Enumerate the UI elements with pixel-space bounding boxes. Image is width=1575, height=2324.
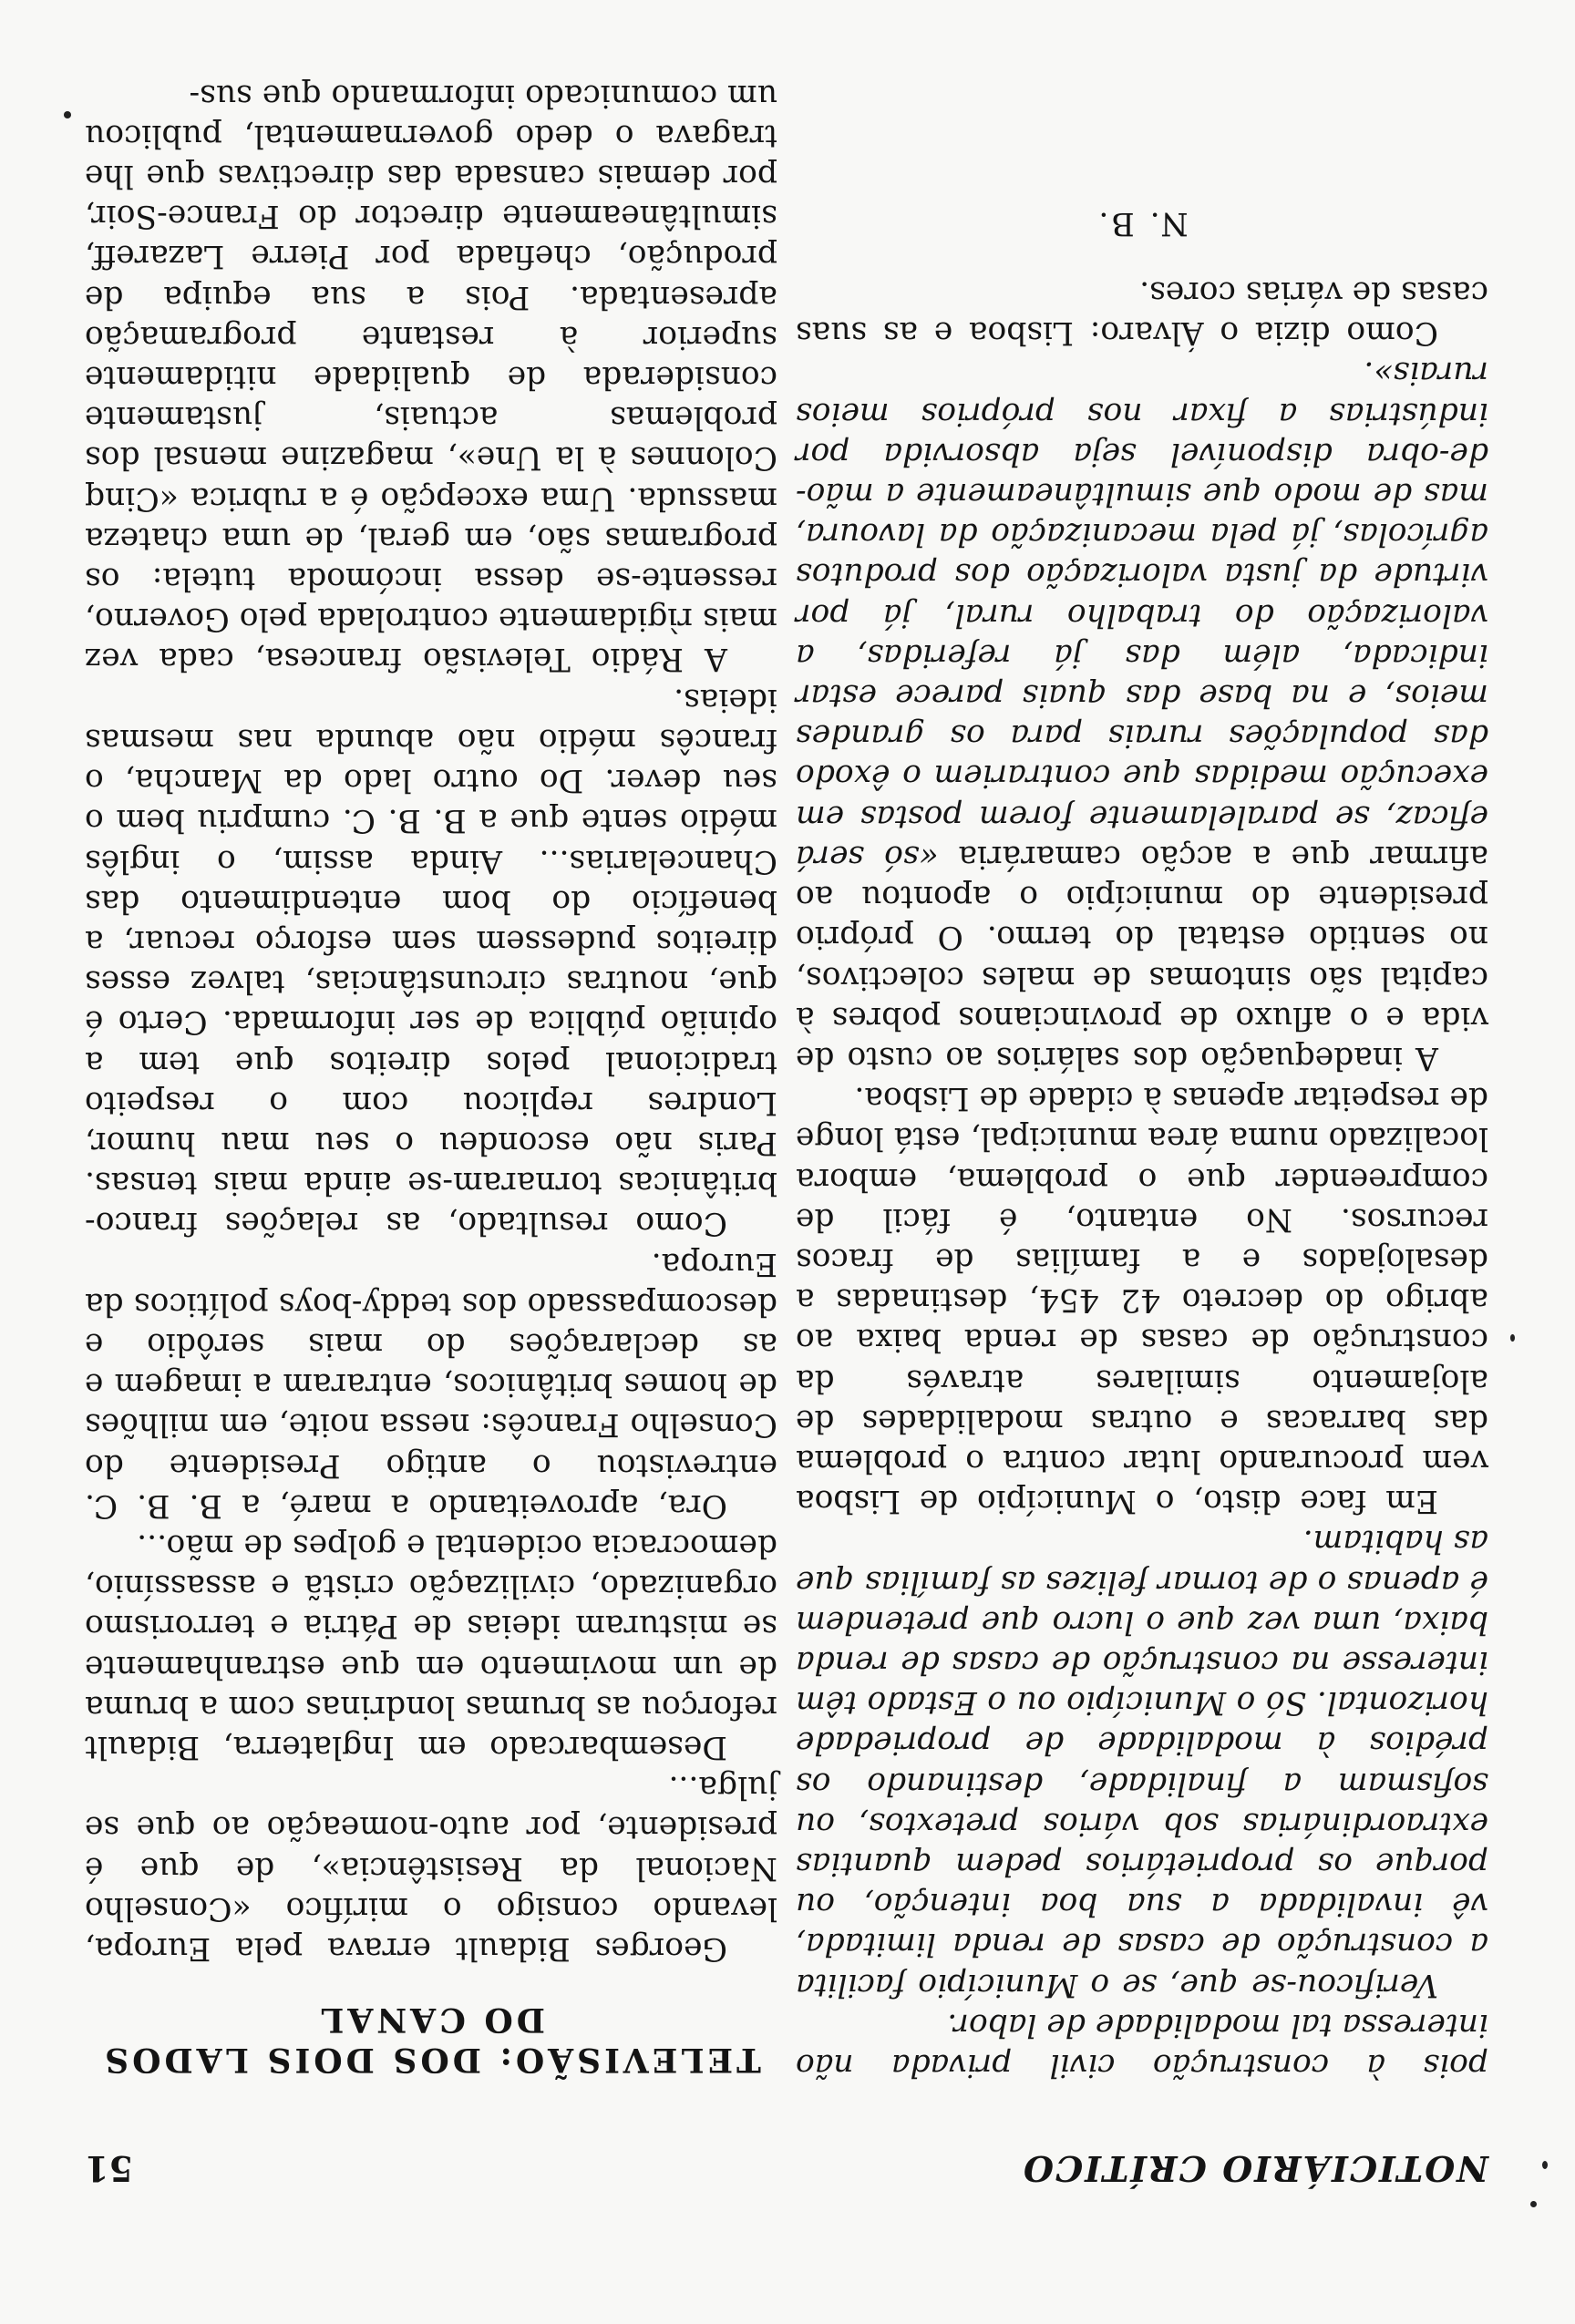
scan-speck bbox=[64, 111, 71, 118]
author-signature: N. B. bbox=[1096, 204, 1189, 242]
paragraph: Georges Bidault errava pela Europa, levando consigo o mirífico «Conselho Nacional da Resistência», de que é presidente, por auto-nomeação ao que se julga... bbox=[85, 1769, 777, 1967]
paragraph bbox=[796, 353, 1488, 1078]
running-head bbox=[85, 2134, 1488, 2189]
page-number: 51 bbox=[85, 2148, 133, 2189]
article-title: TELEVISÃO: DOS DOIS LADOS DO CANAL bbox=[101, 2000, 761, 2079]
scan-speck bbox=[1510, 1334, 1515, 1342]
quotation: «só será eficaz, se paralelamente forem postas em execução medidas que contrariem o êxodo das populações rurais para os grandes meios, e na base das quais parece estar indicada, além das já referidas, a valorização do trabalho rural, já por virtude da justa valorização dos produtos agrícolas, já pela mecanização da lavoura, mas de modo que simultâneamente a mão-de-obra disponível seja absorvida por indústrias a fixar nos próprios meios rurais». bbox=[795, 355, 1488, 875]
paragraph-text: A inadequação dos salários ao custo de vida e o afluxo de provincianos pobres à capital são sintomas de males colectivos, no sentido estatal do termo. O próprio presidente do município o apontou ao afirmar que a acção camarária bbox=[796, 838, 1488, 1076]
paragraph: pois à construção civil privada não interessa tal modalidade de labor. bbox=[796, 2006, 1488, 2083]
scan-speck bbox=[1542, 2161, 1548, 2169]
paragraph: Verificou-se que, se o Município facilita a construção de casas de renda limitada, vê invalidada a sua boa intenção, ou porque os proprietários pedem quantias extraordinárias sob vários pretextos, ou sofismam a finalidade, destinando os prédios à modalidade de propriedade horizontal. Só o Município ou o Estado têm interesse na construção de casas de renda baixa, uma vez que o lucro que pretendem é apenas o de tornar felizes as famílias que as habitam. bbox=[796, 1523, 1488, 2003]
paragraph: Em face disto, o Município de Lisboa vem procurando lutar contra o problema das barracas e outras modalidades de alojamento similares através da construção de casas de renda baixa ao abrigo do decreto 42 454, destinadas a desalojados e a famílias de fracos recursos. No entanto, é fácil de compreender que o problema, embora localizado numa área municipal, está longe de respeitar apenas à cidade de Lisboa. bbox=[796, 1080, 1488, 1520]
scan-speck bbox=[1530, 2201, 1537, 2207]
paragraph: A Rádio Televisão francesa, cada vez mais rìgidamente controlada pelo Governo, ressente-se dessa incómoda tutela: os programas são, em geral, de uma chateza massuda. Uma excepção é a rubrica «Cinq Colonnes à la Une», magazine mensal dos problemas actuais, justamente considerada de qualidade nitidamente superior à restante programação apresentada. Pois a sua equipa de produção, chefiada por Pierre Lazareff, simultâneamente director do France-Soir, por demais cansada das directivas que lhe tragava o dedo governamental, publicou um comunicado informando que sus- bbox=[85, 77, 777, 678]
paragraph: Ora, aproveitando a maré, a B. B. C. entrevistou o antigo Presidente do Conselho Francês: nessa noite, em milhões de homes britânicos, entraram a imagem e as declarações do mais serôdio e descompassado dos teddy-boys políticos da Europa. bbox=[85, 1245, 777, 1524]
left-column bbox=[796, 203, 1488, 2085]
right-column bbox=[85, 75, 777, 2085]
paragraph: Como dizia o Álvaro: Lisboa e as suas casas de várias cores. bbox=[796, 274, 1488, 352]
paragraph: Desembarcado em Inglaterra, Bidault reforçou as brumas londrinas com a bruma de um movimento em que estranhamente se misturam ideias de Pátria e terrorismo organizado, civilização cristã e assassínio, democracia ocidental e golpes de mão... bbox=[85, 1527, 777, 1765]
paragraph: Como resultado, as relações franco-britânicas tornaram-se ainda mais tensas. Paris não escondeu o seu mau humor, Londres replicou com o respeito tradicional pelos direitos que tem a opinião pública de ser informada. Certo é que, noutras circunstâncias, talvez esses direitos pudessem sem esforço recuar, a benefício do bom entendimento das Chancelarias... Ainda assim, o inglês médio sente que a B. B. C. cumpriu bem o seu dever. Do outro lado da Mancha, o francês médio não abunda nas mesmas ideias. bbox=[85, 681, 777, 1242]
section-title: NOTICIÁRIO CRÍTICO bbox=[1021, 2148, 1488, 2189]
